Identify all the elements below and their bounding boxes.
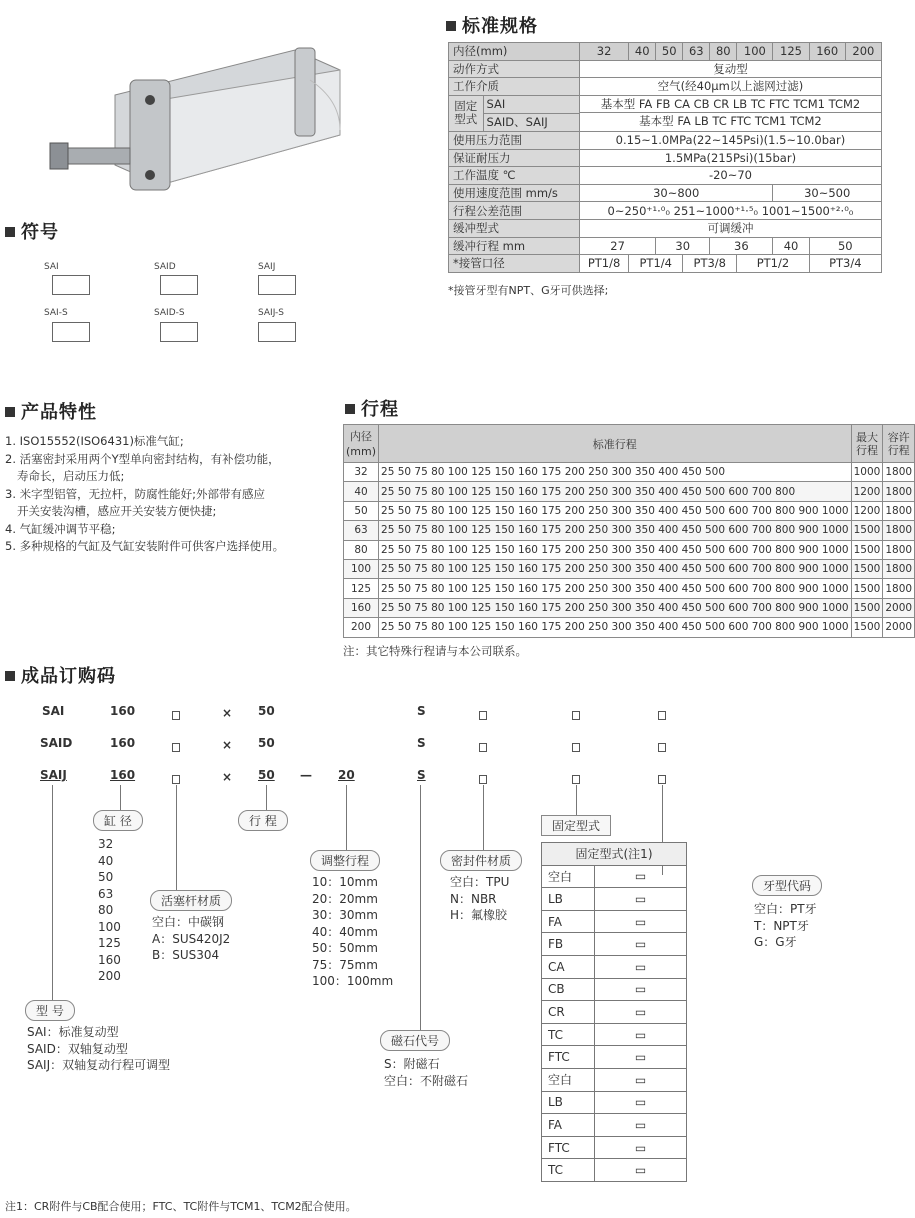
symbol-label-said: SAID (154, 262, 176, 272)
model-label: 型 号 (25, 1000, 75, 1021)
symbol-sai-s (52, 322, 90, 342)
order-footnote: 注1：CR附件与CB配合使用；FTC、TC附件与TCM1、TCM2配合使用。 (5, 1200, 357, 1213)
magnet-list: S：附磁石 空白：不附磁石 (384, 1057, 469, 1088)
symbol-saij (258, 275, 296, 295)
symbol-said-s (160, 322, 198, 342)
thread-label: 牙型代码 (752, 875, 822, 896)
magnet-label: 磁石代号 (380, 1030, 450, 1051)
symbol-label-saij: SAIJ (258, 262, 276, 272)
features-list: 1. ISO15552(ISO6431)标准气缸; 2. 活塞密封采用两个Y型单向密封结构，有补偿功能， 寿命长，启动压力低; 3. 米字型铝管，无拉杆，防腐性能好;外部带有感应 开关安装沟槽，感应开关安装方便快捷; 4. 气缸缓冲调节平稳; 5. 多种规格的气缸及气缸安装附件可供客户选择使用。 (5, 434, 285, 553)
bore-label: 缸 径 (93, 810, 143, 831)
spec-table: 内径(mm) 32 40 50 63 80 100 125 160 200 动作方式 复动型 工作介质 空气(经40μm以上滤网过滤) 固定型式 SAI SAID、SAIJ 基本型 FA FB CA CB CR LB TC FTC TCM1 TCM2 基本型 FA LB TC FTC TCM1 TCM2 使用压力范围 0.15~1.0MPa(22~145Psi)(1.5~10.0bar) 保证耐压力 1.5MPa(215Psi)(15bar) 工作温度 ℃ -20~70 使用速度范围 mm/s 30~800 30~500 行程公差范围 0~250⁺¹·⁰₀ 251~1000⁺¹·⁵₀ 1001~1500⁺²·⁰₀ 缓冲型式 可调缓冲 缓冲行程 mm 27 30 36 40 50 *接管口径 PT1/8 PT1/4 PT3/8 PT1/2 PT3/4 (448, 42, 882, 273)
symbol-label-saij-s: SAIJ-S (258, 308, 284, 318)
spec-header-row: 内径(mm) 32 40 50 63 80 100 125 160 200 (449, 43, 882, 61)
order-model-said: SAID (40, 736, 73, 750)
rod-box (172, 711, 180, 720)
model-list: SAI：标准复动型 SAID：双轴复动型 SAIJ：双轴复动行程可调型 (27, 1025, 171, 1072)
stroke-note: 注：其它特殊行程请与本公司联系。 (343, 644, 527, 658)
adjust-list: 10：10mm 20：20mm 30：30mm 40：40mm 50：50mm 75：75mm 100：100mm (312, 875, 394, 988)
rod-label: 活塞杆材质 (150, 890, 232, 911)
rod-list: 空白：中碳钢 A：SUS420J2 B：SUS304 (152, 915, 231, 962)
symbol-sai (52, 275, 90, 295)
spec-note: *接管牙型有NPT、G牙可供选择; (448, 284, 609, 297)
seal-list: 空白：TPU N：NBR H：氟橡胶 (450, 875, 510, 922)
stroke-label: 行 程 (238, 810, 288, 831)
order-model-saij: SAIJ (40, 768, 67, 782)
cylinder-product-image (40, 40, 340, 200)
bore-list: 32 40 50 63 80 100 125 160 200 (98, 837, 121, 983)
features-title: 产品特性 (5, 398, 97, 424)
stroke-table: 内径(mm) 标准行程 最大行程 容许行程 32 25 50 75 80 100 125 150 160 175 200 250 300 350 400 450 500 1000 1800 40 25 50 75 80 100 125 150 160 175 200 250 300 350 400 450 500 600 700 800 1200 1800 50 25 50 75 80 100 125 150 160 175 200 250 300 350 400 450 500 600 700 800 900 1000 1200 1800 63 25 50 75 80 100 125 150 160 175 200 250 300 350 400 450 500 600 700 800 900 1000 1500 1800 80 25 50 75 80 100 125 150 160 175 200 250 300 350 400 450 500 600 700 800 900 1000 1500 1800 100 25 50 75 80 100 125 150 160 175 200 250 300 350 400 450 500 600 700 800 900 1000 1500 1800 125 25 50 75 80 100 125 150 160 175 200 250 300 350 400 450 500 600 700 800 900 1000 1500 1800 160 25 50 75 80 100 125 150 160 175 200 250 300 350 400 450 500 600 700 800 900 1000 1500 2000 200 25 50 75 80 100 125 150 160 175 200 250 300 350 400 450 500 600 700 800 900 1000 1500 2000 (343, 424, 915, 638)
symbol-saij-s (258, 322, 296, 342)
symbol-label-sai: SAI (44, 262, 59, 272)
symbol-label-sai-s: SAI-S (44, 308, 68, 318)
stroke-title: 行程 (345, 395, 399, 421)
order-model-sai: SAI (42, 704, 65, 718)
symbol-said (160, 275, 198, 295)
mount-label: 固定型式 (541, 815, 611, 836)
symbol-label-said-s: SAID-S (154, 308, 185, 318)
order-title: 成品订购码 (5, 662, 116, 688)
adjust-label: 调整行程 (310, 850, 380, 871)
symbol-title: 符号 (5, 218, 59, 244)
mount-table: 固定型式(注1) 空白 ▭ LB ▭ FA ▭ FB ▭ CA ▭ CB ▭ CR ▭ TC ▭ FTC ▭ 空白 ▭ LB ▭ FA ▭ FTC ▭ TC ▭ (541, 842, 687, 1182)
spec-title: 标准规格 (446, 12, 538, 38)
seal-label: 密封件材质 (440, 850, 522, 871)
thread-list: 空白：PT牙 T：NPT牙 G：G牙 (754, 902, 817, 949)
